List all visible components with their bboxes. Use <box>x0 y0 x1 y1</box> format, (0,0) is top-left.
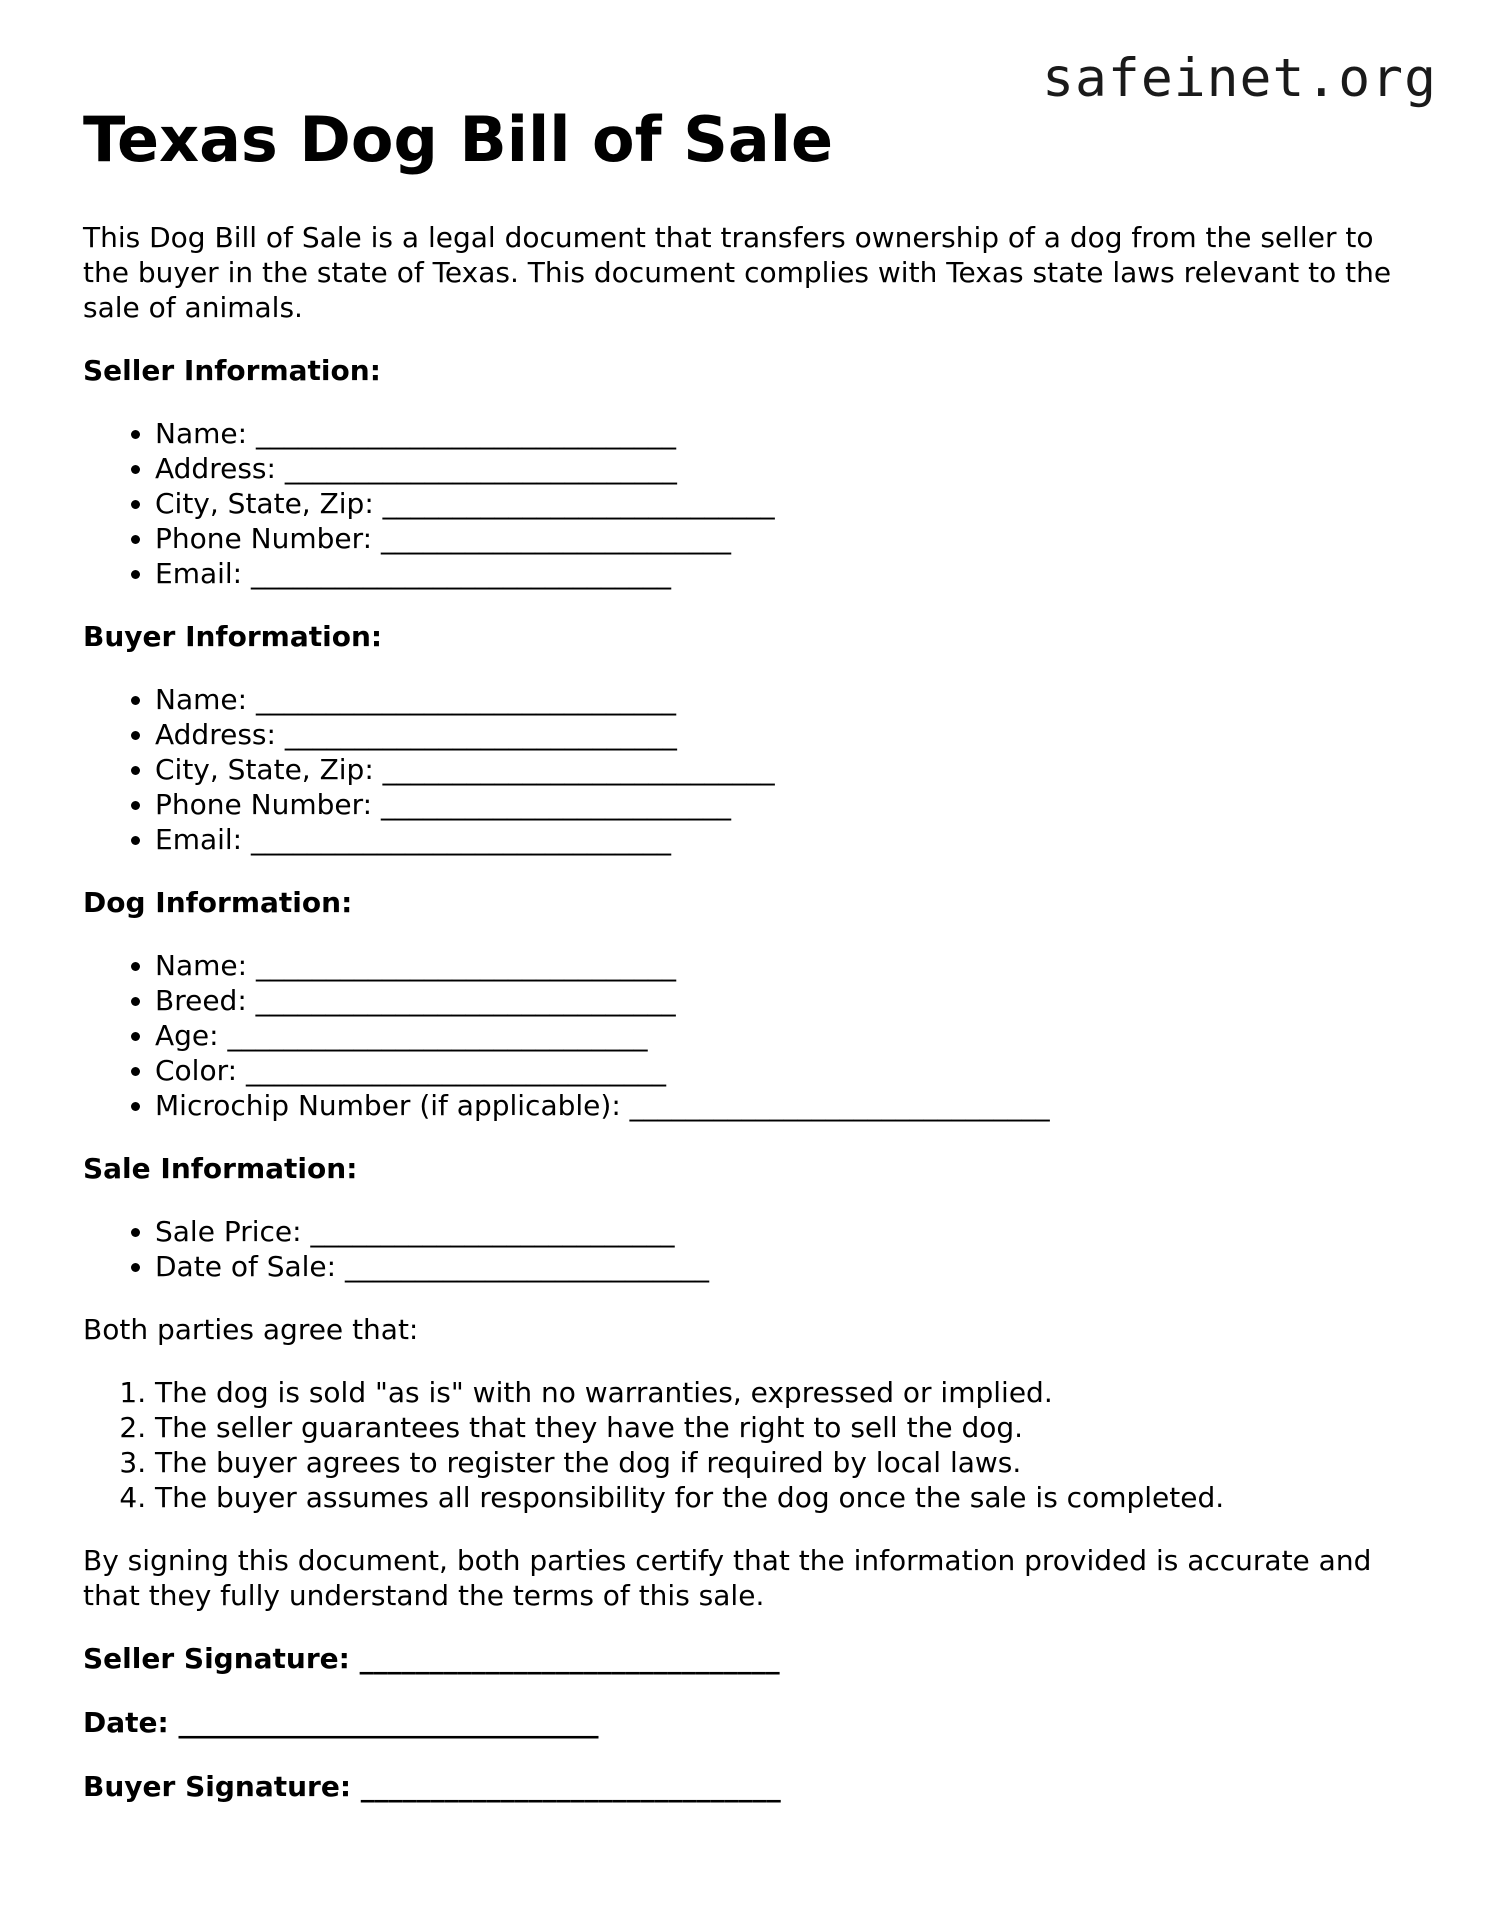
buyer-phone-field: • Phone Number: _________________________ <box>155 787 1413 822</box>
sale-date-field: • Date of Sale: __________________________ <box>155 1249 1413 1284</box>
buyer-email-field: • Email: ______________________________ <box>155 822 1413 857</box>
seller-fields <box>83 416 1413 591</box>
sale-heading: Sale Information: <box>83 1152 358 1185</box>
buyer-address-field: • Address: ____________________________ <box>155 717 1413 752</box>
term-item: 3. The buyer agrees to register the dog if required by local laws. <box>155 1445 1413 1480</box>
dog-color-field: • Color: ______________________________ <box>155 1053 1413 1088</box>
agree-intro: Both parties agree that: <box>83 1313 419 1346</box>
document-body <box>83 102 1413 1833</box>
sale-price-field: • Sale Price: __________________________ <box>155 1214 1413 1249</box>
dog-breed-field: • Breed: ______________________________ <box>155 983 1413 1018</box>
buyer-heading: Buyer Information: <box>83 620 383 653</box>
term-item: 1. The dog is sold "as is" with no warranties, expressed or implied. <box>155 1375 1413 1410</box>
buyer-city-field: • City, State, Zip: ____________________________ <box>155 752 1413 787</box>
seller-heading: Seller Information: <box>83 354 381 387</box>
watermark: safeinet.org <box>1042 48 1437 109</box>
dog-heading: Dog Information: <box>83 886 353 919</box>
seller-signature-line: Seller Signature: ______________________________ <box>83 1642 780 1675</box>
date-line: Date: ______________________________ <box>83 1706 599 1739</box>
dog-name-field: • Name: ______________________________ <box>155 948 1413 983</box>
seller-address-field: • Address: ____________________________ <box>155 451 1413 486</box>
seller-name-field: • Name: ______________________________ <box>155 416 1413 451</box>
dog-age-field: • Age: ______________________________ <box>155 1018 1413 1053</box>
sale-fields <box>83 1214 1413 1284</box>
page-title: Texas Dog Bill of Sale <box>83 103 833 176</box>
buyer-name-field: • Name: ______________________________ <box>155 682 1413 717</box>
dog-fields <box>83 948 1413 1123</box>
buyer-signature-line: Buyer Signature: ______________________________ <box>83 1770 781 1803</box>
term-item: 2. The seller guarantees that they have the right to sell the dog. <box>155 1410 1413 1445</box>
intro-paragraph: This Dog Bill of Sale is a legal document that transfers ownership of a dog from the seller to the buyer in the state of Texas. This document complies with Texas state laws relevant to the sale of animals. <box>83 221 1392 324</box>
term-item: 4. The buyer assumes all responsibility for the dog once the sale is completed. <box>155 1480 1413 1515</box>
seller-city-field: • City, State, Zip: ____________________________ <box>155 486 1413 521</box>
buyer-fields <box>83 682 1413 857</box>
terms-list <box>83 1375 1413 1515</box>
certify-paragraph: By signing this document, both parties certify that the information provided is accurate and that they fully understand the terms of this sale. <box>83 1544 1372 1612</box>
dog-microchip-field: • Microchip Number (if applicable): ______________________________ <box>155 1088 1413 1123</box>
seller-email-field: • Email: ______________________________ <box>155 556 1413 591</box>
seller-phone-field: • Phone Number: _________________________ <box>155 521 1413 556</box>
